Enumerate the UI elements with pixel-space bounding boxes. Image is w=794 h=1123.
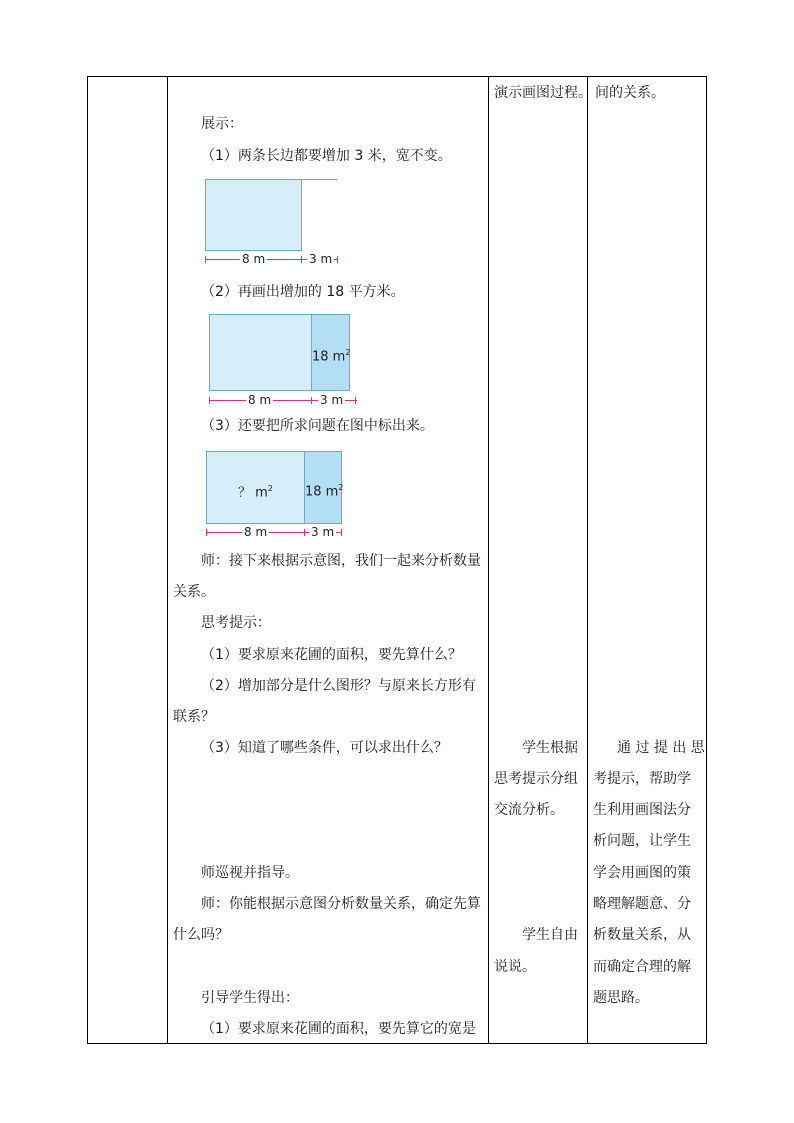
intent-line-8: 而确定合理的解 <box>593 959 691 975</box>
figure-1-extension-line <box>301 179 337 180</box>
figure-1-tick-left <box>205 256 206 263</box>
figure-2-extra-label: 3 m <box>320 393 344 407</box>
figure-1-original-rect <box>205 179 302 251</box>
figure-2-tick-right <box>355 397 356 404</box>
col4-top-text: 间的关系。 <box>595 85 665 101</box>
intent-line-2: 考提示，帮助学 <box>593 771 691 787</box>
step-2-text: （2）再画出增加的 18 平方米。 <box>201 284 405 300</box>
figure-1-extra-label: 3 m <box>309 252 333 266</box>
hint-1-text: （1）要求原来花圃的面积，要先算什么？ <box>201 647 462 663</box>
figure-3-unknown-area-label: ？ $m^2$ <box>238 484 273 501</box>
student-free-line-2: 说说。 <box>494 959 536 975</box>
intent-line-3: 生利用画图法分 <box>593 802 691 818</box>
hint-2-text-line-2: 联系？ <box>173 709 215 725</box>
student-group-line-3: 交流分析。 <box>494 802 564 818</box>
figure-3-tick-left <box>206 529 207 536</box>
step-1-text: （1）两条长边都要增加 3 米，宽不变。 <box>201 148 452 164</box>
hint-label: 思考提示： <box>201 615 271 631</box>
hint-3-text: （3）知道了哪些条件，可以求出什么？ <box>201 740 448 756</box>
figure-2-length-label: 8 m <box>248 393 272 407</box>
intent-line-9: 题思路。 <box>593 990 649 1006</box>
figure-2-tick-mid <box>311 397 312 404</box>
intent-line-7: 析数量关系，从 <box>593 927 691 943</box>
teacher-intro-line-1: 师：接下来根据示意图，我们一起来分析数量 <box>201 553 481 569</box>
step-3-text: （3）还要把所求问题在图中标出来。 <box>201 418 434 434</box>
figure-3-added-area-label: 18 $m^2$ <box>305 483 344 500</box>
show-label: 展示： <box>201 116 243 132</box>
figure-3-tick-right <box>341 529 342 536</box>
table-left-border <box>87 76 88 1044</box>
intent-line-5: 学会用画图的策 <box>593 865 691 881</box>
intent-line-1: 通 过 提 出 思 <box>617 740 705 756</box>
figure-3-unknown-unit-power: 2 <box>267 484 273 493</box>
student-group-line-2: 思考提示分组 <box>494 771 578 787</box>
column-divider-3 <box>587 76 588 1044</box>
column-divider-2 <box>488 76 489 1044</box>
conclusion-1-text: （1）要求原来花圃的面积，要先算它的宽是 <box>201 1021 476 1037</box>
hint-2-text-line-1: （2）增加部分是什么图形？与原来长方形有 <box>201 678 476 694</box>
table-top-border <box>87 76 707 77</box>
figure-2-added-area-label: 18 $m^2$ <box>312 348 351 365</box>
figure-1-tick-mid <box>301 256 302 263</box>
student-group-line-1: 学生根据 <box>522 740 578 756</box>
intent-line-4: 析问题，让学生 <box>593 833 691 849</box>
teacher-intro-line-2: 关系。 <box>173 584 215 600</box>
figure-1-length-label: 8 m <box>242 252 266 266</box>
figure-3-length-label: 8 m <box>244 525 268 539</box>
intent-line-6: 略理解题意、分 <box>593 896 691 912</box>
figure-3-area-unit-power: 2 <box>338 483 344 492</box>
table-bottom-border <box>87 1043 707 1044</box>
figure-3-tick-mid <box>304 529 305 536</box>
teacher-ask-line-1: 师：你能根据示意图分析数量关系，确定先算 <box>201 896 481 912</box>
figure-2-original-rect <box>209 314 312 391</box>
figure-2-tick-left <box>209 397 210 404</box>
guide-label: 引导学生得出： <box>201 990 299 1006</box>
table-right-border <box>706 76 707 1044</box>
figure-2-area-unit-power: 2 <box>345 348 351 357</box>
student-free-line-1: 学生自由 <box>522 927 578 943</box>
figure-3-extra-label: 3 m <box>311 525 335 539</box>
column-divider-1 <box>167 76 168 1044</box>
patrol-text: 师巡视并指导。 <box>201 865 299 881</box>
col3-top-text: 演示画图过程。 <box>494 85 592 101</box>
figure-1-tick-right <box>337 256 338 263</box>
teacher-ask-line-2: 什么吗？ <box>173 927 229 943</box>
